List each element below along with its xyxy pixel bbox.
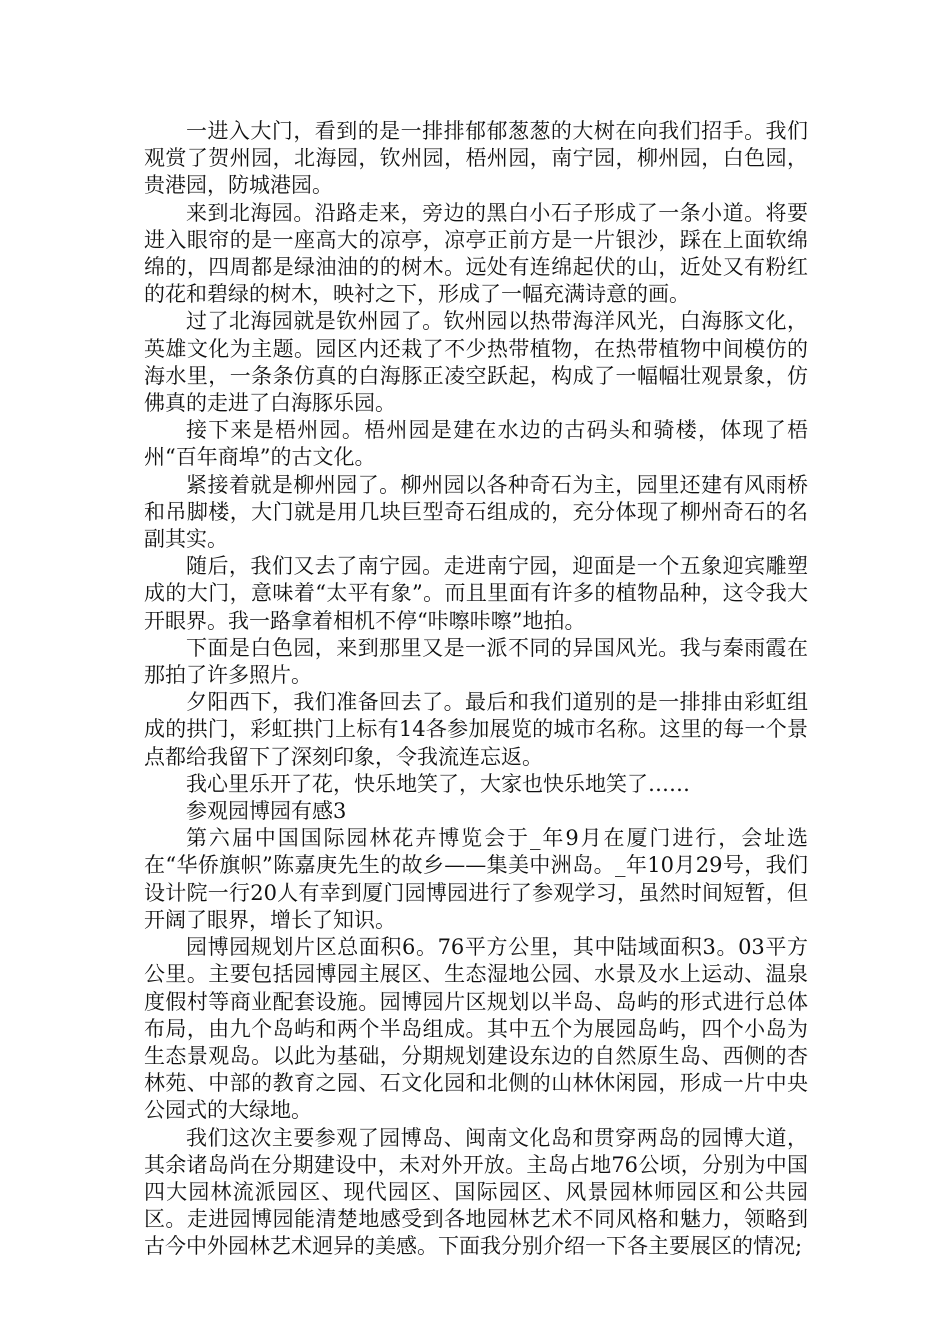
paragraph-sunset: 夕阳西下，我们准备回去了。最后和我们道别的是一排排由彩虹组成的拱门，彩虹拱门上标有14各参加展览的城市名称。这里的每一个景点都给我留下了深刻印象，令我流连忘返。 <box>144 690 808 769</box>
paragraph-liuzhou: 紧接着就是柳州园了。柳州园以各种奇石为主，园里还建有风雨桥和吊脚楼，大门就是用几块巨型奇石组成的，充分体现了柳州奇石的名副其实。 <box>144 472 808 552</box>
document-body <box>144 118 808 1261</box>
paragraph-nanning: 随后，我们又去了南宁园。走进南宁园，迎面是一个五象迎宾雕塑成的大门，意味着“太平有象”。而且里面有许多的植物品种，这令我大开眼界。我一路拿着相机不停“咔嚓咔嚓”地拍。 <box>144 554 808 633</box>
paragraph-baise: 下面是白色园，来到那里又是一派不同的异国风光。我与秦雨霞在那拍了许多照片。 <box>144 635 808 688</box>
paragraph-expo-area: 园博园规划片区总面积6。76平方公里，其中陆域面积3。03平方公里。主要包括园博园主展区、生态湿地公园、水景及水上运动、温泉度假村等商业配套设施。园博园片区规划以半岛、岛屿的形式进行总体布局，由九个岛屿和两个半岛组成。其中五个为展园岛屿，四个小岛为生态景观岛。以此为基础，分期规划建设东边的自然原生岛、西侧的杏林苑、中部的教育之园、石文化园和北侧的山林休闲园，形成一片中央公园式的大绿地。 <box>144 935 808 1123</box>
paragraph-entrance: 一进入大门，看到的是一排排郁郁葱葱的大树在向我们招手。我们观赏了贺州园，北海园，钦州园，梧州园，南宁园，柳州园，白色园，贵港园，防城港园。 <box>144 119 808 198</box>
paragraph-wuzhou: 接下来是梧州园。梧州园是建在水边的古码头和骑楼，体现了梧州“百年商埠”的古文化。 <box>144 418 808 470</box>
paragraph-expo-intro: 第六届中国国际园林花卉博览会于_年9月在厦门进行，会址选在“华侨旗帜”陈嘉庚先生的故乡——集美中洲岛。_年10月29号，我们设计院一行20人有幸到厦门园博园进行了参观学习，虽然时间短暂，但开阔了眼界，增长了知识。 <box>144 826 808 932</box>
paragraph-beihai: 来到北海园。沿路走来，旁边的黑白小石子形成了一条小道。将要进入眼帘的是一座高大的凉亭，凉亭正前方是一片银沙，踩在上面软绵绵的，四周都是绿油油的的树木。远处有连绵起伏的山，近处又有粉红的花和碧绿的树木，映衬之下，形成了一幅充满诗意的画。 <box>144 200 808 307</box>
paragraph-qinzhou: 过了北海园就是钦州园了。钦州园以热带海洋风光，白海豚文化，英雄文化为主题。园区内还栽了不少热带植物，在热带植物中间模仿的海水里，一条条仿真的白海豚正凌空跃起，构成了一幅幅壮观景象，仿佛真的走进了白海豚乐园。 <box>144 309 808 416</box>
paragraph-happy: 我心里乐开了花，快乐地笑了，大家也快乐地笑了…… <box>186 771 690 796</box>
paragraph-expo-visit: 我们这次主要参观了园博岛、闽南文化岛和贯穿两岛的园博大道，其余诸岛尚在分期建设中，未对外开放。主岛占地76公顷，分别为中国四大园林流派园区、现代园区、国际园区、风景园林师园区和公共园区。走进园博园能清楚地感受到各地园林艺术不同风格和魅力，领略到古今中外园林艺术迥异的美感。下面我分别介绍一下各主要展区的情况; <box>144 1125 808 1259</box>
section-title: 参观园博园有感3 <box>186 799 347 824</box>
